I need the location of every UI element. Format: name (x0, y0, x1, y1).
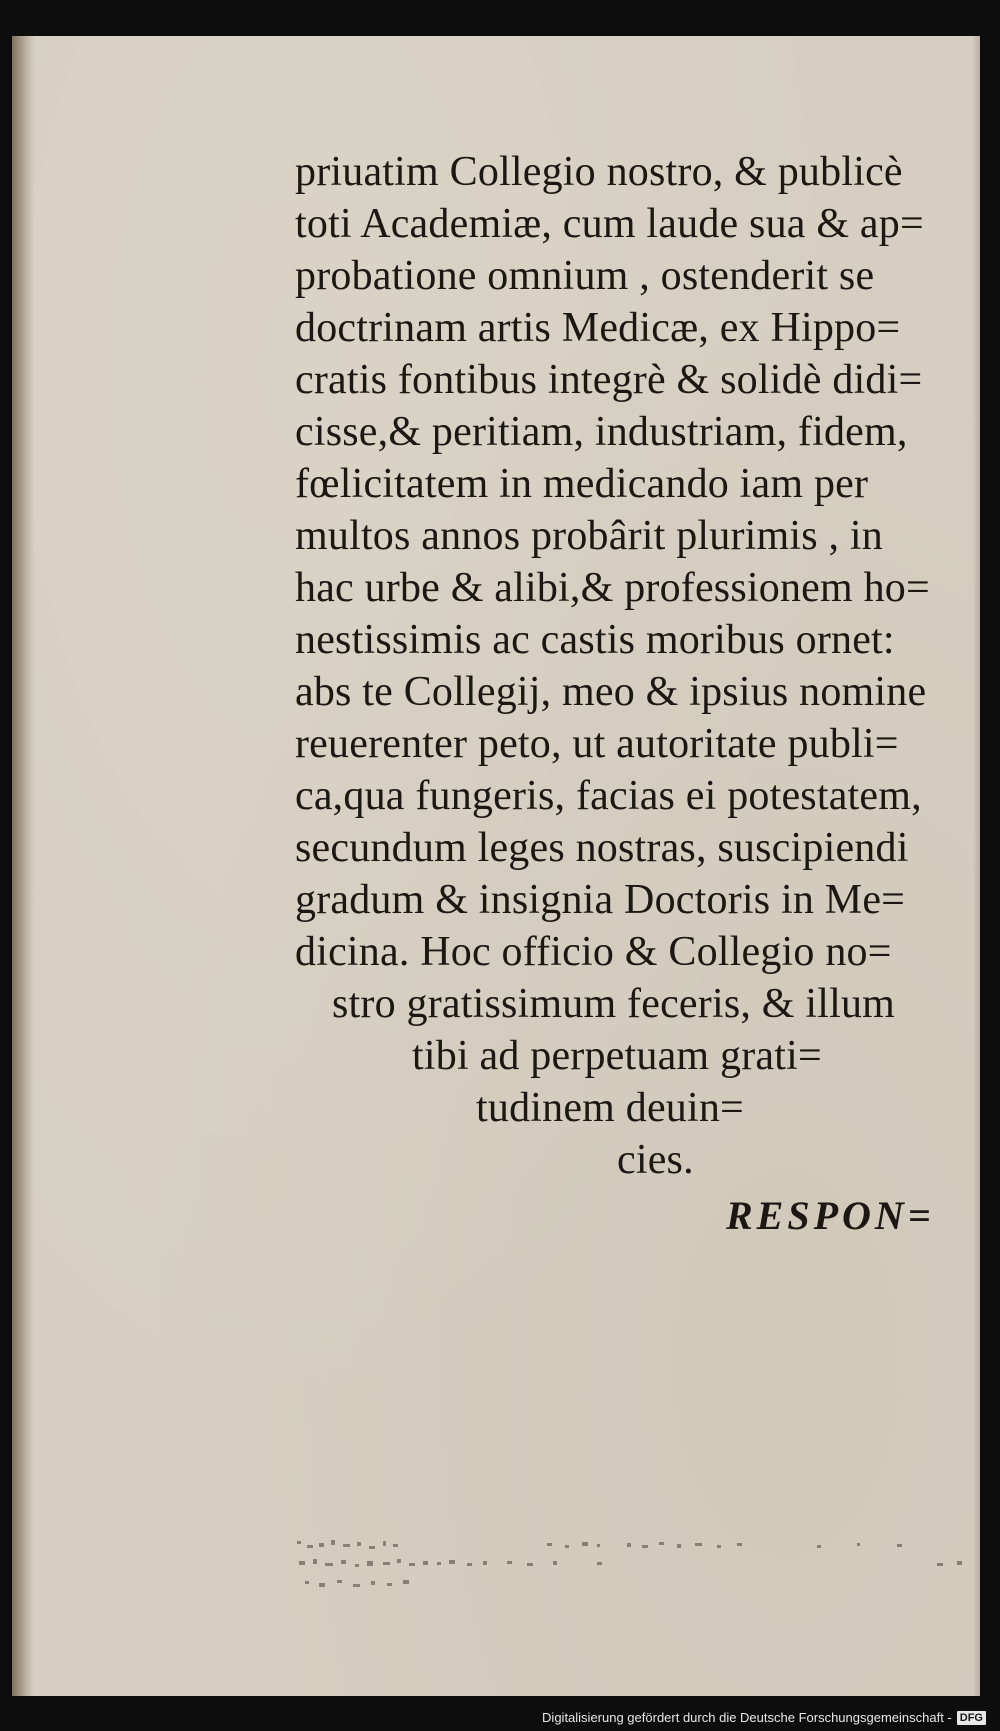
text-line: priuatim Collegio nostro, & publicè (295, 149, 903, 195)
text-line: tibi ad perpetuam grati= (412, 1033, 822, 1079)
text-line: cies. (617, 1137, 694, 1183)
catchword: RESPON= (726, 1193, 935, 1238)
text-line: secundum leges nostras, suscipiendi (295, 825, 909, 871)
ink-smudge (297, 1531, 997, 1601)
text-line: dicina. Hoc officio & Collegio no= (295, 929, 892, 975)
text-line: ca,qua fungeris, facias ei potestatem, (295, 773, 922, 819)
text-line: abs te Collegij, meo & ipsius nomine (295, 669, 927, 715)
footer-credit (542, 1710, 986, 1725)
text-line: cisse,& peritiam, industriam, fidem, (295, 409, 908, 455)
text-line: probatione omnium , ostenderit se (295, 253, 875, 299)
text-line: tudinem deuin= (476, 1085, 744, 1131)
text-line: toti Academiæ, cum laude sua & ap= (295, 201, 924, 247)
text-line: gradum & insignia Doctoris in Me= (295, 877, 906, 923)
page-edge (972, 36, 980, 1696)
text-line: fœlicitatem in medicando iam per (295, 461, 869, 507)
book-page (12, 36, 980, 1696)
text-line: stro gratissimum feceris, & illum (332, 981, 896, 1027)
text-line: hac urbe & alibi,& professionem ho= (295, 565, 930, 611)
text-line: doctrinam artis Medicæ, ex Hippo= (295, 305, 901, 351)
text-line: nestissimis ac castis moribus ornet: (295, 617, 895, 663)
footer-text: Digitalisierung gefördert durch die Deutsche Forschungsgemeinschaft - (542, 1710, 952, 1725)
page-binding-shadow (12, 36, 34, 1696)
text-line: reuerenter peto, ut autoritate publi= (295, 721, 899, 767)
dfg-logo-icon: DFG (957, 1711, 986, 1725)
text-line: multos annos probârit plurimis , in (295, 513, 883, 559)
text-line: cratis fontibus integrè & solidè didi= (295, 357, 923, 403)
